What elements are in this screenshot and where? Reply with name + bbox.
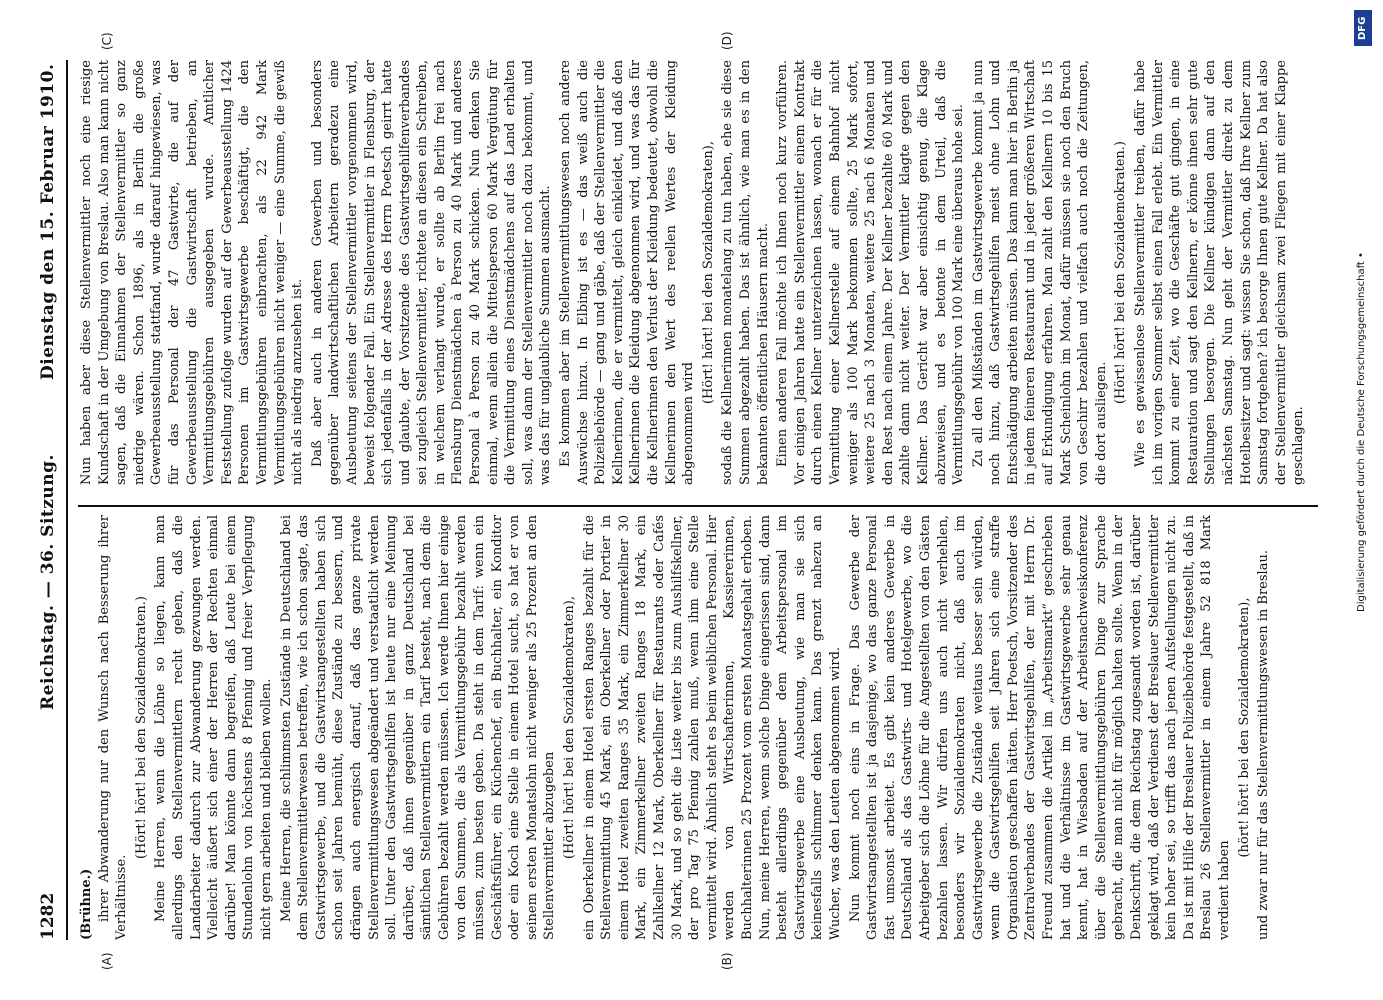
paragraph: Daß aber auch in anderen Gewerben und besonders gegenüber landwirtschaftlichen Arbeitern geradezu eine Ausbeutung seitens der Stellenvermittler vorgenommen wird, beweist folgender Fall. Ein Stellenvermittler in Flensburg, der sich jedenfalls in der Adresse des Herrn Poetsch geirrt hatte und glaubte, der Vorsitzende des Gastwirtsgehilfenverbandes sei zugleich Stellenvermittler, richtete an diesen ein Schreiben, in welchem verlangt wurde, er sollte ab Berlin frei nach Flensburg Dienstmädchen à Person zu 40 Mark und anderes Personal à Person zu 40 Mark schicken. Nun denken Sie einmal, wenn allein die Mittelsperson 60 Mark Vergütung für die Vermittlung eines Dienstmädchens auf das Land erhalten soll, was dann der Stellenvermittler noch dazu bekommt, und was das für unglaubliche Summen ausmacht. <box>309 60 554 485</box>
interjection: (Hört! hört! bei den Sozialdemokraten.) <box>133 596 149 860</box>
margin-marker-c: (C) <box>100 32 114 50</box>
header-rule <box>66 60 68 940</box>
margin-marker-d: (D) <box>720 31 734 50</box>
paragraph: und zwar nur für das Stellenvermittlungswesen in Breslau. <box>1256 550 1272 940</box>
digitization-credit: Digitalisierung gefördert durch die Deutsche Forschungsgemeinschaft • <box>1356 252 1367 612</box>
paragraph: Wie es gewissenlose Stellenvermittler treiben, dafür habe ich im vorigen Sommer selbst einen Fall erlebt. Ein Vermittler kommt zu einer Zeit, wo die Geschäfte gut gingen, in eine Restauration und sagt den Kellnern, er könne ihnen sehr gute Stellungen besorgen. Die Kellner kündigen dann auf den nächsten Samstag. Nun geht der Vermittler direkt zu dem Hotelbesitzer und sagt: wissen Sie schon, daß Ihre Kellner zum Samstag fortgehen? ich besorge Ihnen gute Kellner. Da hat also der Stellenvermittler gleichsam zwei Fliegen mit einer Klappe geschlagen. <box>1133 60 1307 485</box>
left-text-column <box>78 515 1318 940</box>
paragraph: Zu all den Mißständen im Gastwirtsgewerbe kommt ja nun noch hinzu, daß Gastwirtsgehilfen meist ohne Lohn und Entschädigung arbeiten müssen. Das kann man hier in Berlin ja in jedem feineren Restaurant und in jeder größeren Wirtschaft auf Erkundigung erfahren. Man zahlt den Kellnern 10 bis 15 Mark Scheinlohn im Monat, dafür müssen sie noch den Bruch von Geschirr bezahlen und vielfach auch noch die Zeitungen, die dort ausliegen. <box>970 60 1109 485</box>
paragraph: ein Oberkellner in einem Hotel ersten Ranges bezahlt für die Stellenvermittlung 45 Mark, ein Oberkellner oder Portier in einem Hotel zweiten Ranges 35 Mark, ein Zimmerkellner 30 Mark, ein Zimmerkellner zweiten Ranges 18 Mark, ein Zahlkellner 12 Mark, Oberkellner für Restaurants oder Cafés 30 Mark, und so geht die Liste weiter bis zum Aushilfskellner, der pro Tag 75 Pfennig zahlen muß, wenn ihm eine Stelle vermittelt wird. Ähnlich steht es beim weiblichen Personal. Hier werden von Wirtschafterinnen, Kassiererinnen, Buchhalterinnen 25 Prozent vom ersten Monatsgehalt erhoben. Nun, meine Herren, wenn solche Dinge eingerissen sind, dann besteht allerdings gegenüber dem Arbeitspersonal im Gastwirtsgewerbe eine Ausbeutung, wie man sie sich keinesfalls schlimmer denken kann. Das grenzt nahezu an Wucher, was den Leuten abgenommen wird. <box>581 515 843 940</box>
digitization-side-label <box>1343 0 1383 1000</box>
paragraph: Einen anderen Fall möchte ich Ihnen noch kurz vorführen. Vor einigen Jahren hatte ein Stellenvermittler einem Kontrakt durch einen Kellner unterzeichnen lassen, wonach er für die Vermittlung einer Kellnerstelle auf einem Bahnhof nicht weniger als 100 Mark bekommen sollte, 25 Mark sofort, weitere 25 nach 3 Monaten, weitere 25 nach 6 Monaten und den Rest nach einem Jahre. Der Kellner bezahlte 60 Mark und zahlte dann nicht weiter. Der Vermittler klagte gegen den Kellner. Das Gericht war aber einsichtig genug, die Klage abzuweisen, und es betonte in dem Urteil, daß die Vermittlungsgebühr von 100 Mark eine überaus hohe sei. <box>775 60 967 485</box>
page-header <box>30 60 66 940</box>
left-running-title: Reichstag. — 36. Sitzung. <box>38 454 58 710</box>
column-divider <box>78 505 1318 507</box>
paragraph: Nun haben aber diese Stellenvermittler noch eine riesige Kundschaft in der Umgebung von Breslau. Also man kann nicht sagen, daß die Einnahmen der Stellenvermittler so ganz niedrige wären. Schon 1896, als in Berlin die große Gewerbeausstellung stattfand, wurde darauf hingewiesen, was für das Personal der 47 Gastwirte, die auf der Gewerbeausstellung die Gastwirtschaft betrieben, an Vermittlungsgebühren ausgegeben wurde. Amtlicher Feststellung zufolge wurden auf der Gewerbeausstellung 1424 Personen im Gastwirtsgewerbe beschäftigt, die den Vermittlungsgebühren einbrachten, als 22 942 Mark Vermittlungsgebühren nicht weniger — eine Summe, die gewiß nicht als niedrig anzusehen ist. <box>79 60 306 485</box>
interjection: (Hört! hört! bei den Sozialdemokraten), <box>562 596 578 860</box>
paragraph: Es kommen aber im Stellenvermittlungswesen noch andere Auswüchse hinzu. In Elbing ist es — das weiß auch die Polizeibehörde — gang und gäbe, daß der Stellenvermittler die Kellnerinnen, die er vermittelt, gleich einkleidet, und daß den Kellnerinnen die Kleidung abgenommen wird, und was das für die Kellnerinnen den Verlust der Kleidung bedeutet, obwohl die Kellnerinnen den Wert des reellen Wertes der Kleidung abgenommen wird <box>558 60 697 485</box>
right-text-column <box>78 60 1318 485</box>
interjection: (Hört! hört! bei den Sozialdemokraten), <box>700 141 716 405</box>
speaker-name: (Brühne.) <box>79 868 94 940</box>
interjection: (hört! hört! bei den Sozialdemokraten), <box>1236 597 1252 858</box>
dfg-logo-badge: DFG <box>1354 10 1372 46</box>
margin-marker-a: (A) <box>100 952 114 970</box>
margin-marker-b: (B) <box>720 952 734 970</box>
page-number: 1282 <box>38 892 58 940</box>
interjection: (Hört! hört! bei den Sozialdemokraten.) <box>1113 141 1129 405</box>
paragraph: Nun kommt noch eins in Frage. Das Gewerbe der Gastwirtsangestellten ist ja dasjenige, wo das ganze Personal fast umsonst arbeitet. Es gibt kein anderes Gewerbe in Deutschland als das Gastwirts- und Hotelgewerbe, wo die Arbeitgeber sich die Löhne für die Angestellten von den Gästen bezahlen lassen. Wir dürfen uns auch nicht verhehlen, besonders wir Sozialdemokraten nicht, daß auch im Gastwirtsgewerbe die Zustände weitaus besser sein würden, wenn die Gastwirtsgehilfen seit Jahren sich eine straffe Organisation geschaffen hätten. Herr Poetsch, Vorsitzender des Zentralverbandes der Gastwirtsgehilfen, der mit Herrn Dr. Freund zusammen die Artikel im „Arbeitsmarkt“ geschrieben hat und die Verhältnisse im Gastwirtsgewerbe sehr genau kennt, hat in Wiesbaden auf der Arbeitsnachweiskonferenz über die Stellenvermittlungsgebühren Dinge zur Sprache gebracht, die man nicht für möglich halten sollte. Wenn in der Denkschrift, die dem Reichstag zugesandt worden ist, darüber geklagt wird, daß der Verdienst der Breslauer Stellenvermittler kein hoher sei, so trifft das nach jenen Aufstellungen nicht zu. Da ist mit Hilfe der Breslauer Polizeibehörde festgestellt, daß in Breslau 26 Stellenvermittler in einem Jahre 52 818 Mark verdient haben <box>847 515 1232 940</box>
paragraph: ihrer Abwanderung nur den Wunsch nach Besserung ihrer Verhältnisse. <box>96 515 130 940</box>
right-running-title: Dienstag den 15. Februar 1910. <box>38 63 58 380</box>
paragraph: Meine Herren, die schlimmsten Zustände in Deutschland bei dem Stellenvermittlerwesen betreffen, wie ich schon sagte, das Gastwirtsgewerbe, und die Gastwirtsangestellten haben sich schon seit Jahren bemüht, diese Zustände zu bessern, und drängen auch energisch darauf, daß das ganze private Stellenvermittlungswesen abgeändert und verstaatlicht werden soll. Unter den Gastwirtsgehilfen ist heute nur eine Meinung darüber, daß ihnen gegenüber in ganz Deutschland bei sämtlichen Stellenvermittlern ein Tarif besteht, nach dem die Gebühren bezahlt werden müssen. Ich werde Ihnen hier einige von den Summen, die als Vermittlungsgebühr bezahlt werden müssen, zum besten geben. Da steht in dem Tarif: wenn ein Geschäftsführer, ein Küchenchef, ein Buchhalter, ein Konditor oder ein Koch eine Stelle in einem Hotel sucht, so hat er von seinem ersten Monatslohn nicht weniger als 25 Prozent an den Stellenvermittler abzugeben <box>278 515 558 940</box>
paragraph: Meine Herren, wenn die Löhne so liegen, kann man allerdings den Stellenvermittlern recht geben, daß die Landarbeiter dadurch zur Abwanderung gezwungen werden. Vielleicht äußert sich einer der Herren der Rechten einmal darüber! Man könnte dann begreifen, daß Leute bei einem Stundenlohn von höchstens 8 Pfennig und freier Verpflegung nicht gern arbeiten und bleiben wollen. <box>153 515 274 940</box>
paragraph: sodaß die Kellnerinnen monatelang zu tun haben, ehe sie diese Summen abgezahlt haben. Das ist ähnlich, wie man es in den bekannten öffentlichen Häusern macht. <box>720 60 771 485</box>
